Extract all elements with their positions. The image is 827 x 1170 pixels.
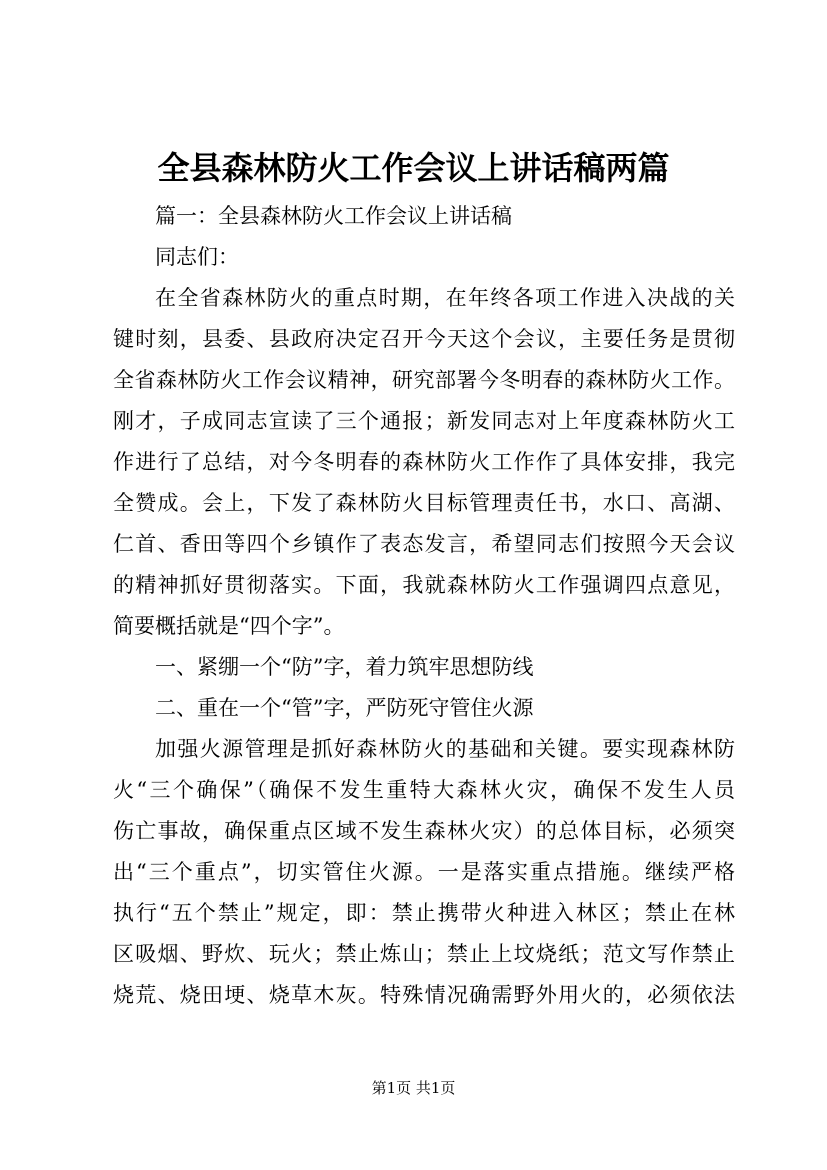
- paragraph-line: 出“三个重点”，切实管住火源。一是落实重点措施。继续严格: [113, 860, 735, 884]
- paragraph-line: 的精神抓好贯彻落实。下面，我就森林防火工作强调四点意见，: [113, 573, 735, 597]
- paragraph-line: 全赞成。会上，下发了森林防火目标管理责任书，水口、高湖、: [113, 491, 735, 515]
- paragraph-line: 区吸烟、野炊、玩火；禁止炼山；禁止上坟烧纸；范文写作禁止: [113, 942, 735, 966]
- salutation: 同志们：: [155, 245, 239, 269]
- page-footer: 第1页 共1页: [371, 1079, 456, 1097]
- paragraph-line: 全省森林防火工作会议精神，研究部署今冬明春的森林防火工作。: [113, 368, 735, 392]
- paragraph-line: 烧荒、烧田埂、烧草木灰。特殊情况确需野外用火的，必须依法: [113, 983, 735, 1007]
- section-heading: 二、重在一个“管”字，严防死守管住火源: [155, 696, 534, 720]
- paragraph-line: 火“三个确保”（确保不发生重特大森林火灾，确保不发生人员: [113, 778, 735, 802]
- paragraph-line: 执行“五个禁止”规定，即：禁止携带火种进入林区；禁止在林: [113, 901, 735, 925]
- paragraph-line: 伤亡事故，确保重点区域不发生森林火灾）的总体目标，必须突: [113, 819, 735, 843]
- section-heading: 一、紧绷一个“防”字，着力筑牢思想防线: [155, 655, 534, 679]
- paragraph-line: 刚才，子成同志宣读了三个通报；新发同志对上年度森林防火工: [113, 409, 735, 433]
- paragraph-line: 在全省森林防火的重点时期，在年终各项工作进入决战的关: [155, 286, 735, 310]
- paragraph-line: 作进行了总结，对今冬明春的森林防火工作作了具体安排，我完: [113, 450, 735, 474]
- paragraph-line: 仁首、香田等四个乡镇作了表态发言，希望同志们按照今天会议: [113, 532, 735, 556]
- paragraph-line: 加强火源管理是抓好森林防火的基础和关键。要实现森林防: [155, 737, 735, 761]
- document-title: 全县森林防火工作会议上讲话稿两篇: [157, 149, 670, 187]
- section-heading: 篇一：全县森林防火工作会议上讲话稿: [155, 204, 512, 228]
- document-body: [113, 196, 735, 1016]
- paragraph-line: 简要概括就是“四个字”。: [113, 614, 345, 638]
- paragraph-line: 键时刻，县委、县政府决定召开今天这个会议，主要任务是贯彻: [113, 327, 735, 351]
